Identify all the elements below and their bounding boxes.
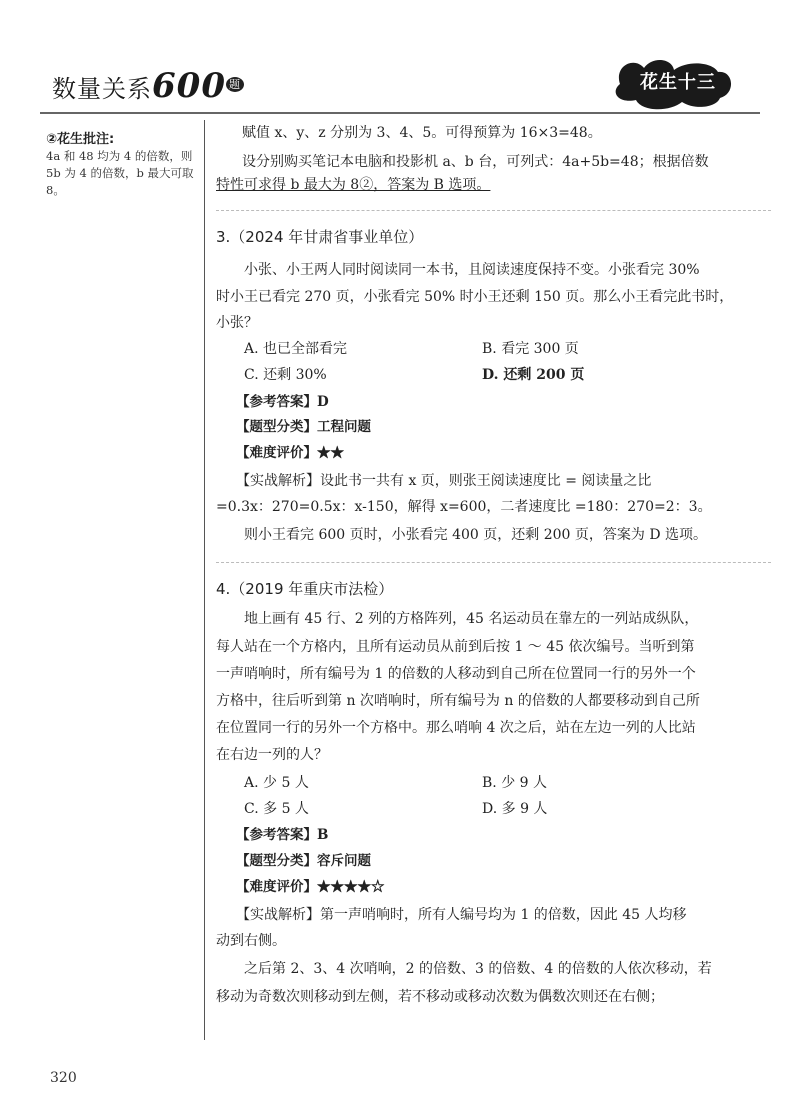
top-line-1: 赋值 x、y、z 分别为 3、4、5。可得预算为 16×3=48。 [242,125,602,141]
q4-stem-line-6: 在右边一列的人？ [216,747,328,763]
q3-option-d: D. 还剩 200 页 [482,367,585,383]
section-divider [216,210,771,211]
q3-stem-line-3: 小张？ [216,315,258,331]
q3-option-a: A. 也已全部看完 [244,341,348,357]
margin-divider [204,120,205,1040]
top-line-2: 设分别购买笔记本电脑和投影机 a、b 台，可列式：4a+5b=48；根据倍数 [242,154,709,170]
header-rule [40,112,760,114]
sidenote-text: 4a 和 48 均为 4 的倍数，则 5b 为 4 的倍数，b 最大可取 8。 [46,149,194,197]
q3-stem-line-1: 小张、小王两人同时阅读同一本书，且阅读速度保持不变。小张看完 30% [244,262,700,278]
q4-option-c: C. 多 5 人 [244,801,309,817]
q4-heading: 4.（2019 年重庆市法检） [216,580,394,598]
q3-heading: 3.（2024 年甘肃省事业单位） [216,228,424,246]
q3-option-c: C. 还剩 30% [244,367,327,383]
q4-option-a: A. 少 5 人 [244,775,309,791]
q4-analysis-line-4: 移动为奇数次则移动到左侧，若不移动或移动次数为偶数次则还在右侧； [216,989,664,1005]
q4-stem-line-5: 在位置同一行的另外一个方格中。那么哨响 4 次之后，站在左边一列的人比站 [216,720,696,736]
q4-stem-line-2: 每人站在一个方格内，且所有运动员从前到后按 1 ～ 45 依次编号。当听到第 [216,639,695,655]
q4-stem-line-1: 地上画有 45 行、2 列的方格阵列，45 名运动员在靠左的一列站成纵队， [244,611,699,627]
q4-stem-line-3: 一声哨响时，所有编号为 1 的倍数的人移动到自己所在位置同一行的另外一个 [216,666,696,682]
q4-analysis-line-2: 动到右侧。 [216,933,286,949]
q3-analysis-line-2: =0.3x：270=0.5x：x-150，解得 x=600，二者速度比 =180：270=2：3。 [216,499,712,515]
q3-option-b: B. 看完 300 页 [482,341,579,357]
brand-logo-text: 花生十三 [640,72,716,93]
q3-type: 【题型分类】工程问题 [236,419,371,435]
top-line-3: 特性可求得 b 最大为 8②，答案为 B 选项。 [216,177,491,193]
q4-analysis-line-1: 【实战解析】第一声哨响时，所有人编号均为 1 的倍数，因此 45 人均移 [236,907,687,923]
q4-difficulty: 【难度评价】★★★★☆ [236,879,385,895]
header-title-text: 数量关系 [52,75,152,103]
header-title-number: 600 [152,66,226,106]
q4-answer: 【参考答案】B [236,827,329,843]
sidenote-title: ②花生批注: [46,132,115,147]
q4-option-d: D. 多 9 人 [482,801,548,817]
q3-answer: 【参考答案】D [236,394,329,410]
q4-stem-line-4: 方格中，往后听到第 n 次哨响时，所有编号为 n 的倍数的人都要移动到自己所 [216,693,700,709]
q3-difficulty: 【难度评价】★★ [236,445,344,461]
q3-stem-line-2: 时小王已看完 270 页，小张看完 50% 时小王还剩 150 页。那么小王看完此书时， [216,289,734,305]
q3-analysis-line-1: 【实战解析】设此书一共有 x 页，则张王阅读速度比 = 阅读量之比 [236,473,652,489]
running-header-title [52,66,244,106]
q3-analysis-line-3: 则小王看完 600 页时，小张看完 400 页，还剩 200 页，答案为 D 选项。 [244,527,707,543]
q4-option-b: B. 少 9 人 [482,775,547,791]
q4-analysis-line-3: 之后第 2、3、4 次哨响，2 的倍数、3 的倍数、4 的倍数的人依次移动，若 [244,961,712,977]
q4-type: 【题型分类】容斥问题 [236,853,371,869]
page-number: 320 [50,1070,77,1086]
section-divider-2 [216,562,771,563]
header-title-badge: 题 [226,77,244,92]
